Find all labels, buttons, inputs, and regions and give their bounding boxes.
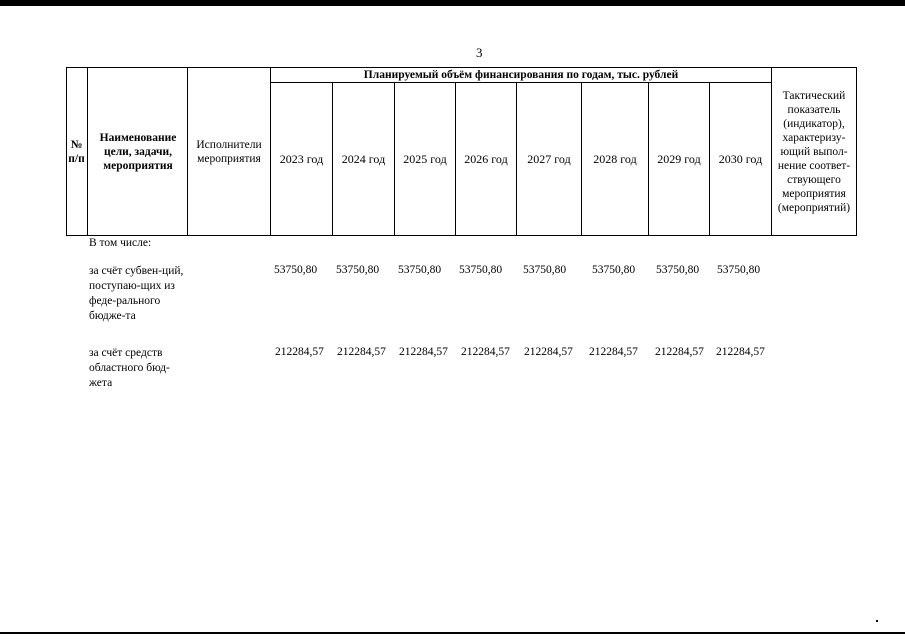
table-cell: 212284,57 <box>589 346 638 358</box>
table-cell: 212284,57 <box>716 346 765 358</box>
table-cell: 53750,80 <box>717 264 761 276</box>
table-cell: 212284,57 <box>275 346 324 358</box>
column-header-name: Наименование цели, задачи, мероприятия <box>99 131 177 172</box>
table-cell: 212284,57 <box>461 346 510 358</box>
column-header-year: 2023 год <box>279 152 324 166</box>
table-cell: 212284,57 <box>524 346 573 358</box>
row-label-federal: за счёт субвен-ций, поступаю-щих из феде-рального бюдже-та <box>89 265 184 322</box>
column-header-year: 2027 год <box>527 152 571 166</box>
table-cell: 53750,80 <box>274 264 318 276</box>
table-cell: 212284,57 <box>399 346 448 358</box>
row-label-regional: за счёт средств областного бюд-жета <box>89 347 170 389</box>
column-header-financing: Планируемый объём финансирования по годам, тыс. рублей <box>363 69 679 81</box>
column-header-year: 2028 год <box>593 152 637 166</box>
column-header-year: 2026 год <box>464 152 508 166</box>
table-cell: 53750,80 <box>656 264 700 276</box>
table-cell: 53750,80 <box>459 264 503 276</box>
table-cell: 53750,80 <box>398 264 442 276</box>
column-header-number: № п/п <box>68 138 85 165</box>
column-header-executors: Исполнители мероприятия <box>196 138 262 165</box>
table-cell: 53750,80 <box>592 264 636 276</box>
table-cell: 53750,80 <box>336 264 380 276</box>
column-header-indicator: Тактический показатель (индикатор), характеризу-ющий выпол-нение соответ-ствующего мероприятия (мероприятий) <box>777 89 851 214</box>
table-cell: 212284,57 <box>655 346 704 358</box>
bottom-border <box>0 632 905 634</box>
page-number: 3 <box>476 45 483 60</box>
including-label: В том числе: <box>89 237 152 249</box>
column-header-year: 2024 год <box>341 152 386 166</box>
column-header-year: 2030 год <box>718 152 763 166</box>
column-header-year: 2025 год <box>403 152 447 166</box>
table-cell: 212284,57 <box>337 346 386 358</box>
scan-speck <box>876 620 878 622</box>
column-header-year: 2029 год <box>657 152 701 166</box>
table-header <box>0 0 905 300</box>
table-cell: 53750,80 <box>523 264 567 276</box>
